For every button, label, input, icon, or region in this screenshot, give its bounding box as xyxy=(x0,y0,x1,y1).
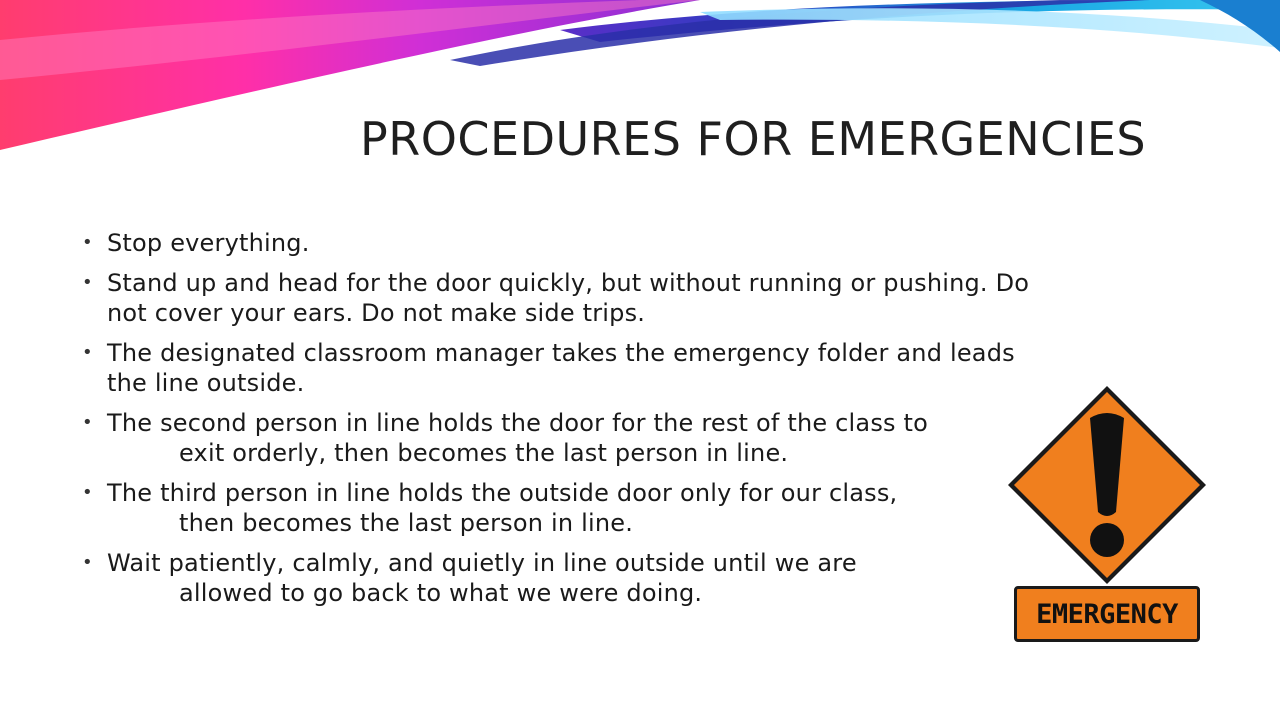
list-item-text-continued: exit orderly, then becomes the last person in line. xyxy=(179,439,789,467)
list-item-text-continued: then becomes the last person in line. xyxy=(179,509,634,537)
bullet-dot: • xyxy=(82,342,93,363)
list-item-text-continued: not cover your ears. Do not make side trips. xyxy=(107,299,646,327)
slide-title: PROCEDURES FOR EMERGENCIES xyxy=(360,112,1147,166)
list-item-text-continued: the line outside. xyxy=(107,369,305,397)
list-item-text: The second person in line holds the door for the rest of the class to xyxy=(107,409,929,437)
bullet-dot: • xyxy=(82,272,93,293)
exclamation-diamond-icon xyxy=(1004,382,1210,588)
bullet-dot: • xyxy=(82,482,93,503)
ribbon-cyan xyxy=(700,8,1280,48)
bullet-dot: • xyxy=(82,232,93,253)
list-item-text: Stop everything. xyxy=(107,229,310,257)
list-item-text: Stand up and head for the door quickly, but without running or pushing. Do xyxy=(107,269,1030,297)
list-item xyxy=(80,228,1200,258)
list-item xyxy=(80,268,1200,328)
list-item-text: The designated classroom manager takes the emergency folder and leads xyxy=(107,339,1015,367)
emergency-sign-text: EMERGENCY xyxy=(1036,598,1178,630)
bullet-dot: • xyxy=(82,552,93,573)
list-item-text-continued: allowed to go back to what we were doing. xyxy=(179,579,703,607)
bullet-dot: • xyxy=(82,412,93,433)
list-item-text: The third person in line holds the outside door only for our class, xyxy=(107,479,898,507)
list-item-text: Wait patiently, calmly, and quietly in line outside until we are xyxy=(107,549,857,577)
emergency-sign-label xyxy=(1014,586,1200,642)
